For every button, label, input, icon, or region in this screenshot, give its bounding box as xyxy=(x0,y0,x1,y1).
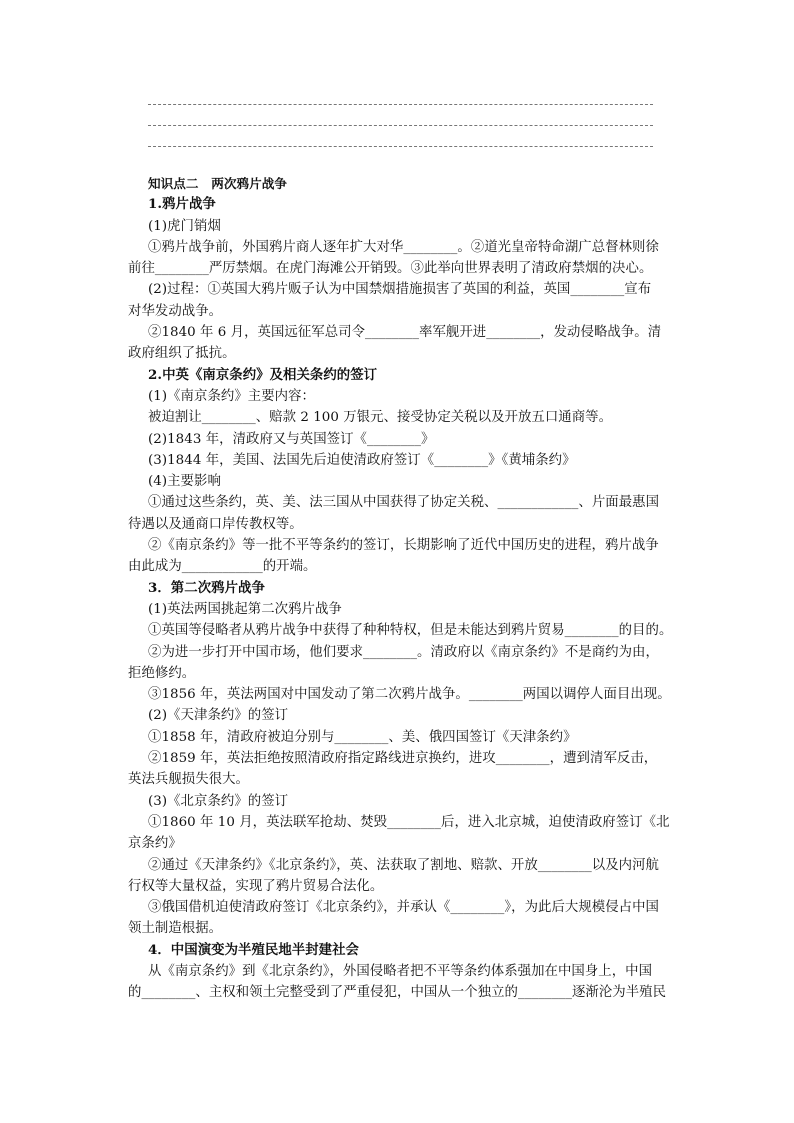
text-line: ②1859 年，英法拒绝按照清政府指定路线进京换约，进攻________，遭到清军反击， xyxy=(148,751,658,767)
text-line: ①英国等侵略者从鸦片战争中获得了种种特权，但是未能达到鸦片贸易________的目的。 xyxy=(148,623,673,639)
text-line: 由此成为____________的开端。 xyxy=(128,559,317,575)
text-line: (1)《南京条约》主要内容： xyxy=(148,388,315,404)
text-line: 待遇以及通商口岸传教权等。 xyxy=(128,516,303,532)
document-body xyxy=(128,194,676,1003)
text-line: 3．第二次鸦片战争 xyxy=(148,579,265,596)
text-line: ①1858 年，清政府被迫分别与________、美、俄四国签订《天津条约》 xyxy=(148,729,577,745)
text-line: (1)虎门销烟 xyxy=(148,218,221,234)
answer-line xyxy=(148,125,653,126)
text-line: 2.中英《南京条约》及相关条约的签订 xyxy=(148,366,378,383)
text-line: 京条约》 xyxy=(128,836,182,852)
answer-lines xyxy=(148,104,676,147)
text-line: 领土制造根据。 xyxy=(128,921,223,937)
document-page xyxy=(128,104,676,1004)
text-line: 英法兵舰损失很大。 xyxy=(128,772,249,788)
text-line: (4)主要影响 xyxy=(148,474,221,490)
section-heading: 知识点二 两次鸦片战争 xyxy=(148,176,288,191)
text-line: 4．中国演变为半殖民地半封建社会 xyxy=(148,941,359,958)
text-line: (2)1843 年，清政府又与英国签订《________》 xyxy=(148,431,435,447)
text-line: ①1860 年 10 月，英法联军抢劫、焚毁________后，进入北京城，迫使清政府签订《北 xyxy=(148,814,670,830)
text-line: 从《南京条约》到《北京条约》，外国侵略者把不平等条约体系强加在中国身上，中国 xyxy=(148,963,653,979)
text-line: (3)1844 年，美国、法国先后迫使清政府签订《________》《黄埔条约》 xyxy=(148,452,576,468)
text-line: ①鸦片战争前，外国鸦片商人逐年扩大对华________。②道光皇帝特命湖广总督林则徐 xyxy=(148,239,659,255)
text-line: ③1856 年，英法两国对中国发动了第二次鸦片战争。________两国以调停人面目出现。 xyxy=(148,687,671,703)
text-line: (2)过程：①英国大鸦片贩子认为中国禁烟措施损害了英国的利益，英国________宣布 xyxy=(148,282,652,298)
text-line: ②1840 年 6 月，英国远征军总司令________率军舰开进________，发动侵略战争。清 xyxy=(148,325,662,341)
answer-line xyxy=(148,104,653,105)
text-line: (1)英法两国挑起第二次鸦片战争 xyxy=(148,601,342,617)
text-line: (2)《天津条约》的签订 xyxy=(148,708,289,724)
text-line: ②通过《天津条约》《北京条约》，英、法获取了割地、赔款、开放________以及内河航 xyxy=(148,857,659,873)
answer-line xyxy=(148,146,653,147)
text-line: 的________、主权和领土完整受到了严重侵犯，中国从一个独立的________逐渐沦为半殖民 xyxy=(128,985,667,1001)
text-line: (3)《北京条约》的签订 xyxy=(148,793,289,809)
text-line: 1.鸦片战争 xyxy=(148,196,216,213)
text-line: ②为进一步打开中国市场，他们要求________。清政府以《南京条约》不是商约为由， xyxy=(148,644,659,660)
text-line: 对华发动战争。 xyxy=(128,303,223,319)
text-line: 前往________严厉禁烟。在虎门海滩公开销毁。③此举向世界表明了清政府禁烟的决心。 xyxy=(128,261,653,277)
text-line: ①通过这些条约，英、美、法三国从中国获得了协定关税、____________、片面最惠国 xyxy=(148,495,660,511)
text-line: 拒绝修约。 xyxy=(128,665,196,681)
text-line: ②《南京条约》等一批不平等条约的签订，长期影响了近代中国历史的进程，鸦片战争 xyxy=(148,538,659,554)
text-line: 被迫割让________、赔款 2 100 万银元、接受协定关税以及开放五口通商等。 xyxy=(148,410,613,426)
text-line: ③俄国借机迫使清政府签订《北京条约》，并承认《________》，为此后大规模侵占中国 xyxy=(148,900,659,916)
text-line: 政府组织了抵抗。 xyxy=(128,346,236,362)
text-line: 行权等大量权益，实现了鸦片贸易合法化。 xyxy=(128,878,384,894)
